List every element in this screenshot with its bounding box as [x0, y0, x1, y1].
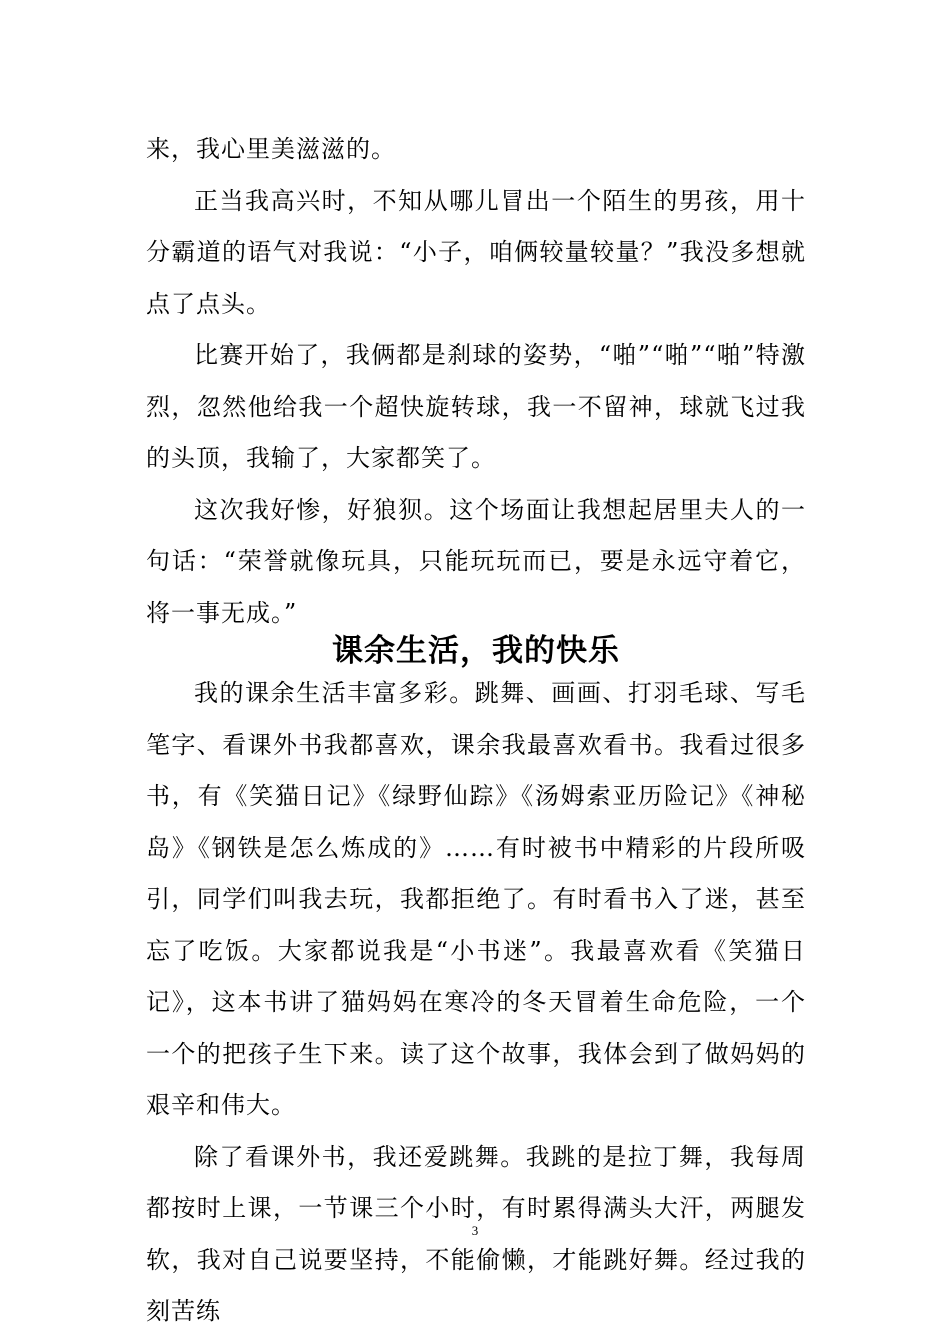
page-number: 3	[471, 1223, 479, 1238]
essay-title: 课余生活，我的快乐	[332, 633, 620, 669]
paragraph: 除了看课外书，我还爱跳舞。我跳的是拉丁舞，我每周都按时上课，一节课三个小时，有时累得满头大汗，两腿发软，我对自己说要坚持，不能偷懒，才能跳好舞。经过我的刻苦练	[146, 1142, 806, 1325]
paragraph: 正当我高兴时，不知从哪儿冒出一个陌生的男孩，用十分霸道的语气对我说：“小子，咱俩较量较量？”我没多想就点了点头。	[146, 186, 806, 318]
paragraph: 我的课余生活丰富多彩。跳舞、画画、打羽毛球、写毛笔字、看课外书我都喜欢，课余我最喜欢看书。我看过很多书，有《笑猫日记》《绿野仙踪》《汤姆索亚历险记》《神秘岛》《钢铁是怎么炼成的》……有时被书中精彩的片段所吸引，同学们叫我去玩，我都拒绝了。有时看书入了迷，甚至忘了吃饭。大家都说我是“小书迷”。我最喜欢看《笑猫日记》，这本书讲了猫妈妈在寒冷的冬天冒着生命危险，一个一个的把孩子生下来。读了这个故事，我体会到了做妈妈的艰辛和伟大。	[146, 679, 806, 1119]
paragraph: 这次我好惨，好狼狈。这个场面让我想起居里夫人的一句话：“荣誉就像玩具，只能玩玩而已，要是永远守着它，将一事无成。”	[146, 495, 806, 627]
paragraph: 来，我心里美滋滋的。	[146, 135, 396, 163]
previous-essay-continuation	[146, 124, 806, 639]
paragraph: 比赛开始了，我俩都是刹球的姿势，“啪”“啪”“啪”特激烈，忽然他给我一个超快旋转球，我一不留神，球就飞过我的头顶，我输了，大家都笑了。	[146, 341, 806, 472]
